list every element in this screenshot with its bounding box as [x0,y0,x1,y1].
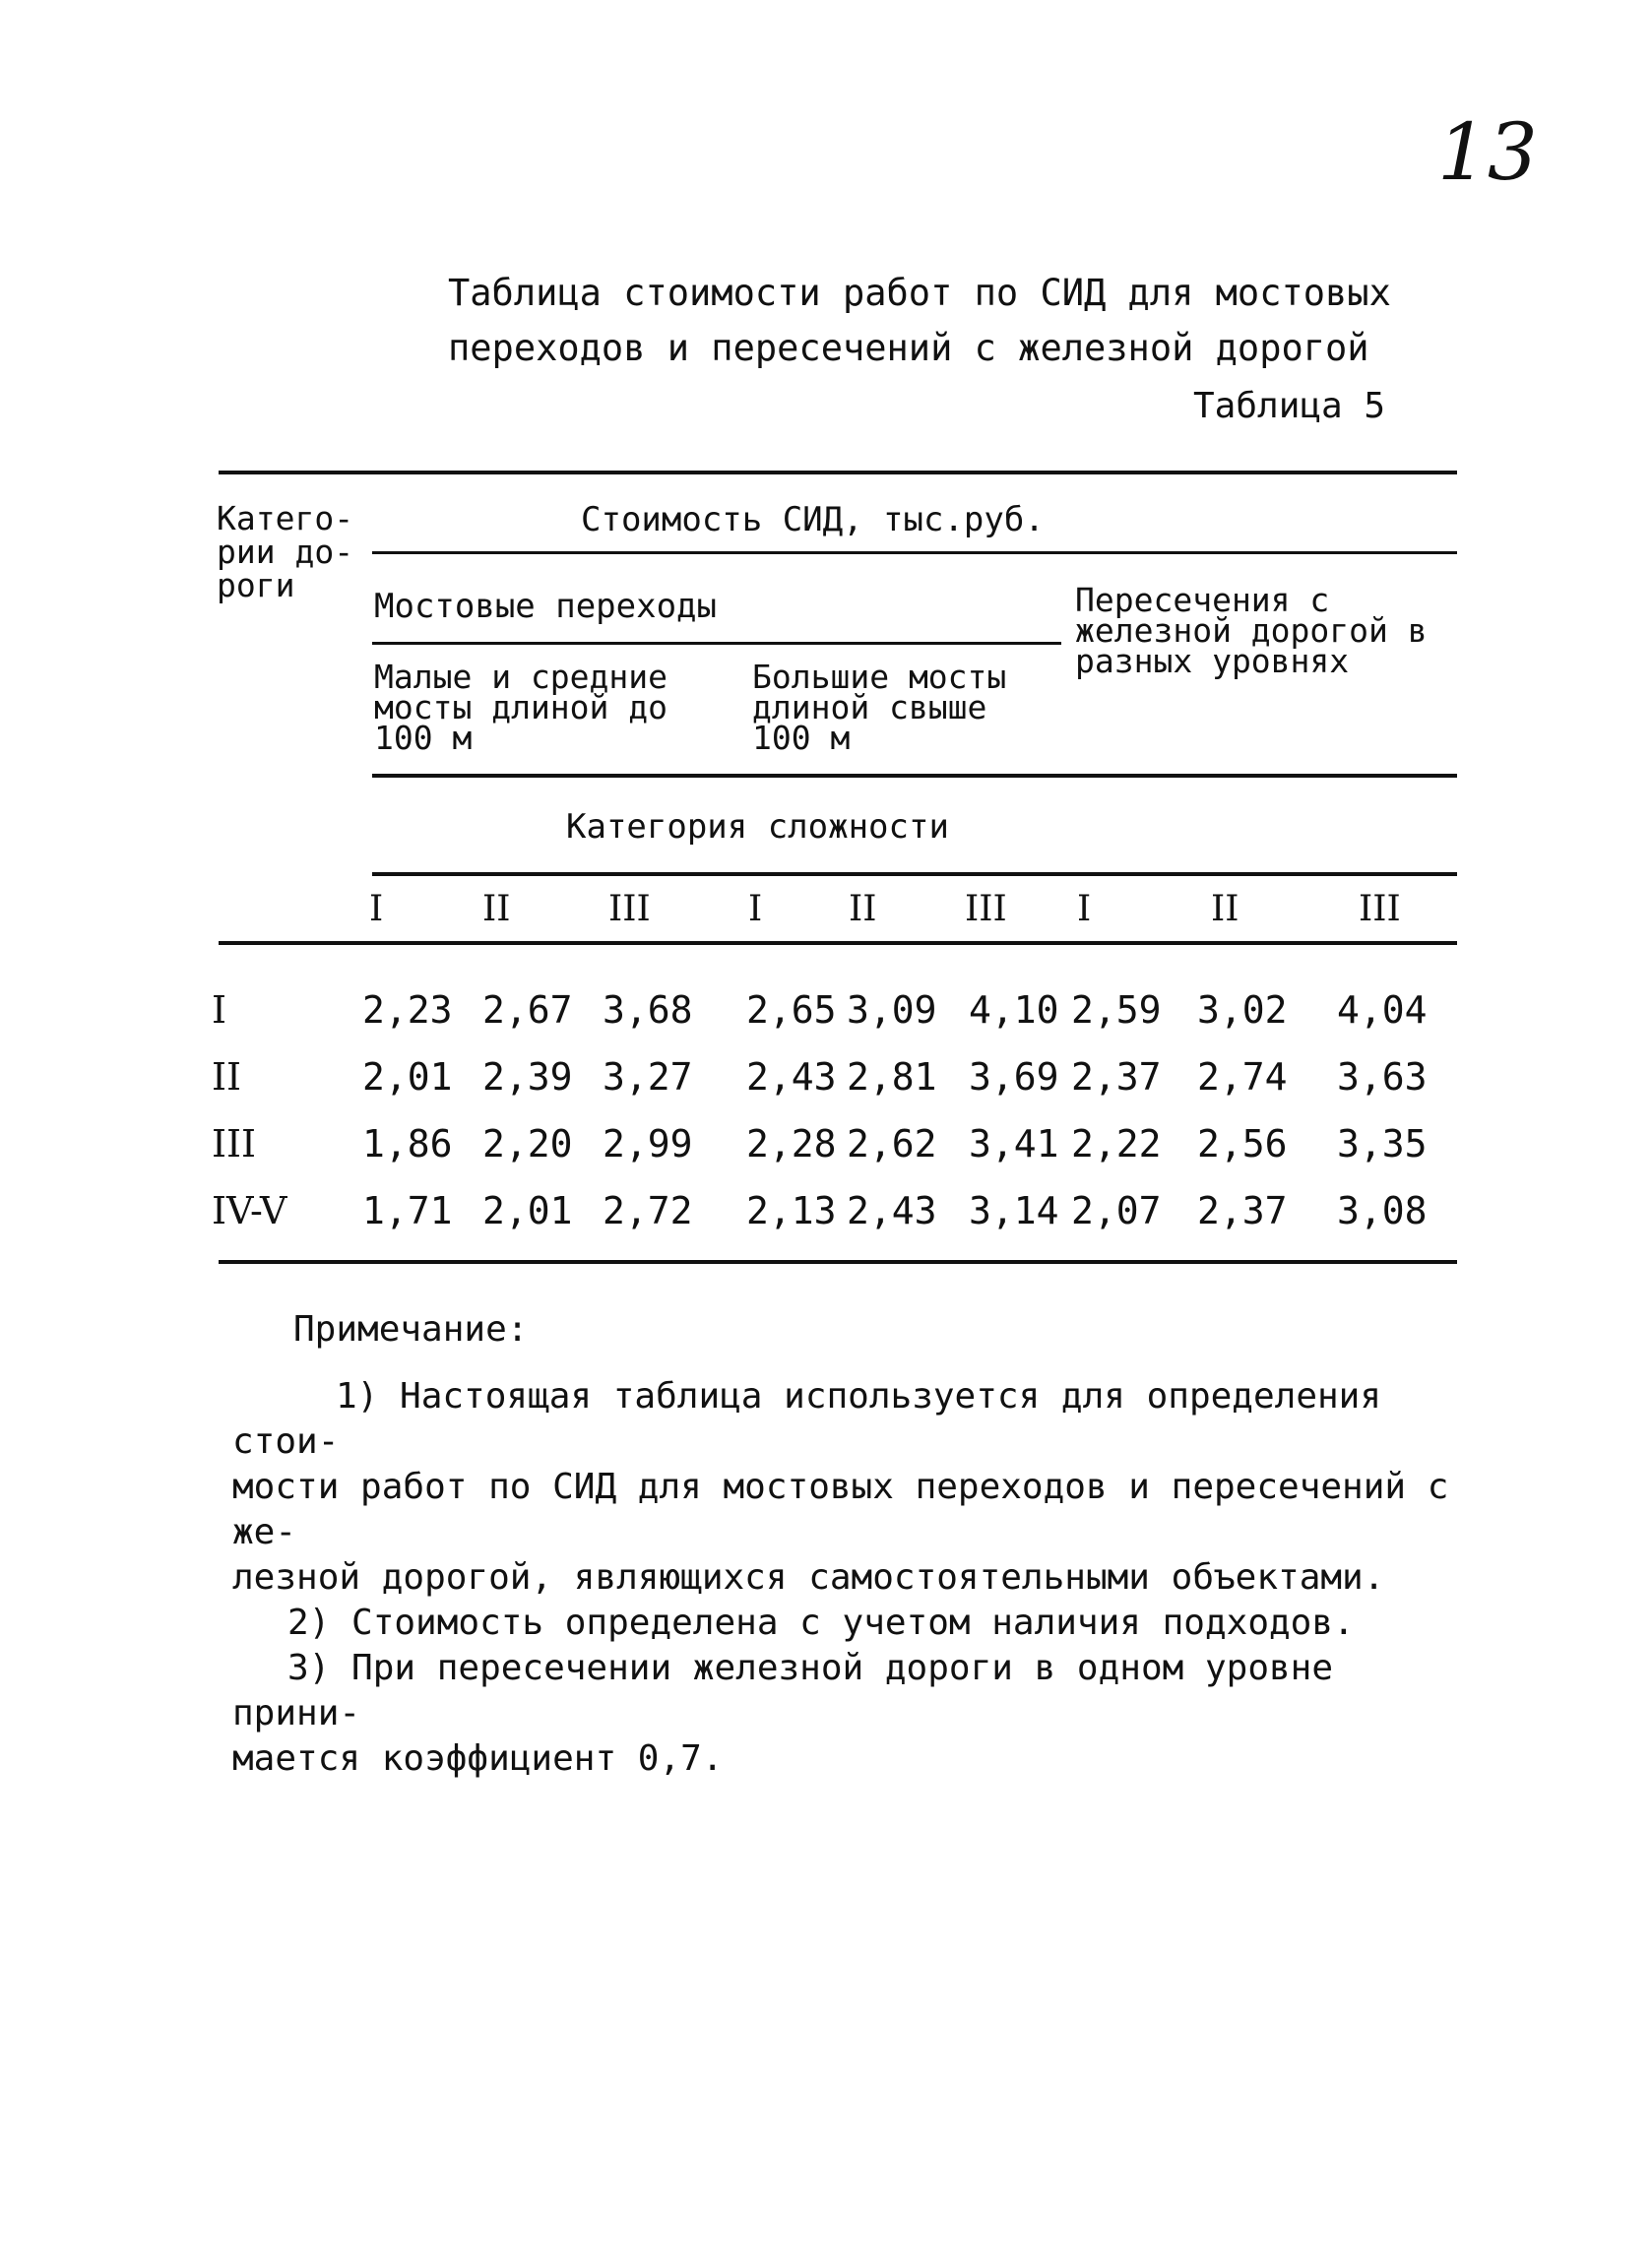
complexity-level: III [965,889,1007,929]
table-cell: 2,37 [1197,1189,1288,1232]
complexity-level: II [482,889,511,929]
notes-title: Примечание: [293,1309,529,1350]
table-cell: 2,13 [746,1189,837,1232]
note-item: 3) При пересечении железной дороги в одном уровне прини- мается коэффициент 0,7. [232,1648,1334,1779]
table-row [0,1189,1652,1248]
table-cell: 2,43 [847,1189,937,1232]
note-item: 1) Настоящая таблица используется для определения стои- мости работ по СИД для мостовых переходов и пересечений с же- лезной дорогой, являющихся самостоятельными объектами. [232,1376,1449,1598]
table-cell: 2,72 [603,1189,693,1232]
table-cell: 3,14 [969,1189,1059,1232]
large-bridges-header [752,658,1007,757]
table-cell: 2,23 [362,988,453,1032]
row-category: IV-V [212,1189,287,1232]
table-cell: 2,22 [1071,1122,1162,1166]
small-bridges-line: 100 м [374,719,473,757]
table-cell: 3,69 [969,1055,1059,1099]
complexity-header-rule [372,872,1457,876]
subheader-rule [372,774,1457,778]
category-header [217,499,364,604]
bridge-header: Мостовые переходы [374,587,717,626]
table-row [0,988,1652,1047]
category-header-line: Катего- [217,499,354,537]
large-bridges-line: 100 м [752,719,851,757]
table-cell: 2,99 [603,1122,693,1166]
large-bridges-line: Большие мосты [752,658,1007,696]
cost-header: Стоимость СИД, тыс.руб. [581,500,1045,539]
table-cell: 1,86 [362,1122,453,1166]
table-cell: 2,81 [847,1055,937,1099]
complexity-level: I [748,889,763,929]
cost-header-rule [372,551,1457,554]
title-line-2: переходов и пересечений с железной дорогой [448,327,1369,369]
table-top-rule [219,471,1457,474]
document-title [448,266,1391,376]
table-cell: 1,71 [362,1189,453,1232]
table-cell: 2,28 [746,1122,837,1166]
table-cell: 2,01 [362,1055,453,1099]
table-label: Таблица 5 [1193,386,1386,426]
small-bridges-header [374,658,668,757]
table-cell: 2,62 [847,1122,937,1166]
row-category: II [212,1055,242,1099]
table-cell: 4,04 [1337,988,1428,1032]
page-number: 13 [1437,106,1538,198]
table-cell: 2,56 [1197,1122,1288,1166]
crossing-header-line: разных уровнях [1075,642,1350,680]
table-cell: 2,07 [1071,1189,1162,1232]
category-header-line: роги [217,566,295,604]
row-category: I [212,988,227,1032]
small-bridges-line: мосты длиной до [374,688,668,726]
table-cell: 2,65 [746,988,837,1032]
table-cell: 2,43 [746,1055,837,1099]
complexity-level: I [1077,889,1092,929]
table-cell: 4,10 [969,988,1059,1032]
table-cell: 3,09 [847,988,937,1032]
table-bottom-rule [219,1260,1457,1264]
table-cell: 3,41 [969,1122,1059,1166]
table-row [0,1055,1652,1114]
table-cell: 2,37 [1071,1055,1162,1099]
table-cell: 3,68 [603,988,693,1032]
large-bridges-line: длиной свыше [752,688,987,726]
crossing-header [1075,581,1428,680]
body-top-rule [219,941,1457,945]
table-cell: 3,08 [1337,1189,1428,1232]
complexity-level: I [369,889,384,929]
row-category: III [212,1122,257,1166]
table-cell: 2,74 [1197,1055,1288,1099]
small-bridges-line: Малые и средние [374,658,668,696]
table-cell: 3,27 [603,1055,693,1099]
table-cell: 3,63 [1337,1055,1428,1099]
table-cell: 3,02 [1197,988,1288,1032]
complexity-level: II [1211,889,1239,929]
note-item: 2) Стоимость определена с учетом наличия подходов. [287,1603,1355,1643]
complexity-header: Категория сложности [566,807,949,847]
table-cell: 3,35 [1337,1122,1428,1166]
crossing-header-line: Пересечения с [1075,581,1330,619]
complexity-level: III [1359,889,1401,929]
title-line-1: Таблица стоимости работ по СИД для мостовых [448,272,1391,314]
notes [232,1307,1453,1782]
category-header-line: рии до- [217,533,354,571]
table-cell: 2,39 [482,1055,573,1099]
table-cell: 2,59 [1071,988,1162,1032]
table-cell: 2,01 [482,1189,573,1232]
table-cell: 2,67 [482,988,573,1032]
crossing-header-line: железной дорогой в [1075,611,1428,650]
complexity-level: II [849,889,877,929]
bridge-header-rule [372,642,1061,645]
table-cell: 2,20 [482,1122,573,1166]
complexity-level: III [608,889,651,929]
table-row [0,1122,1652,1181]
